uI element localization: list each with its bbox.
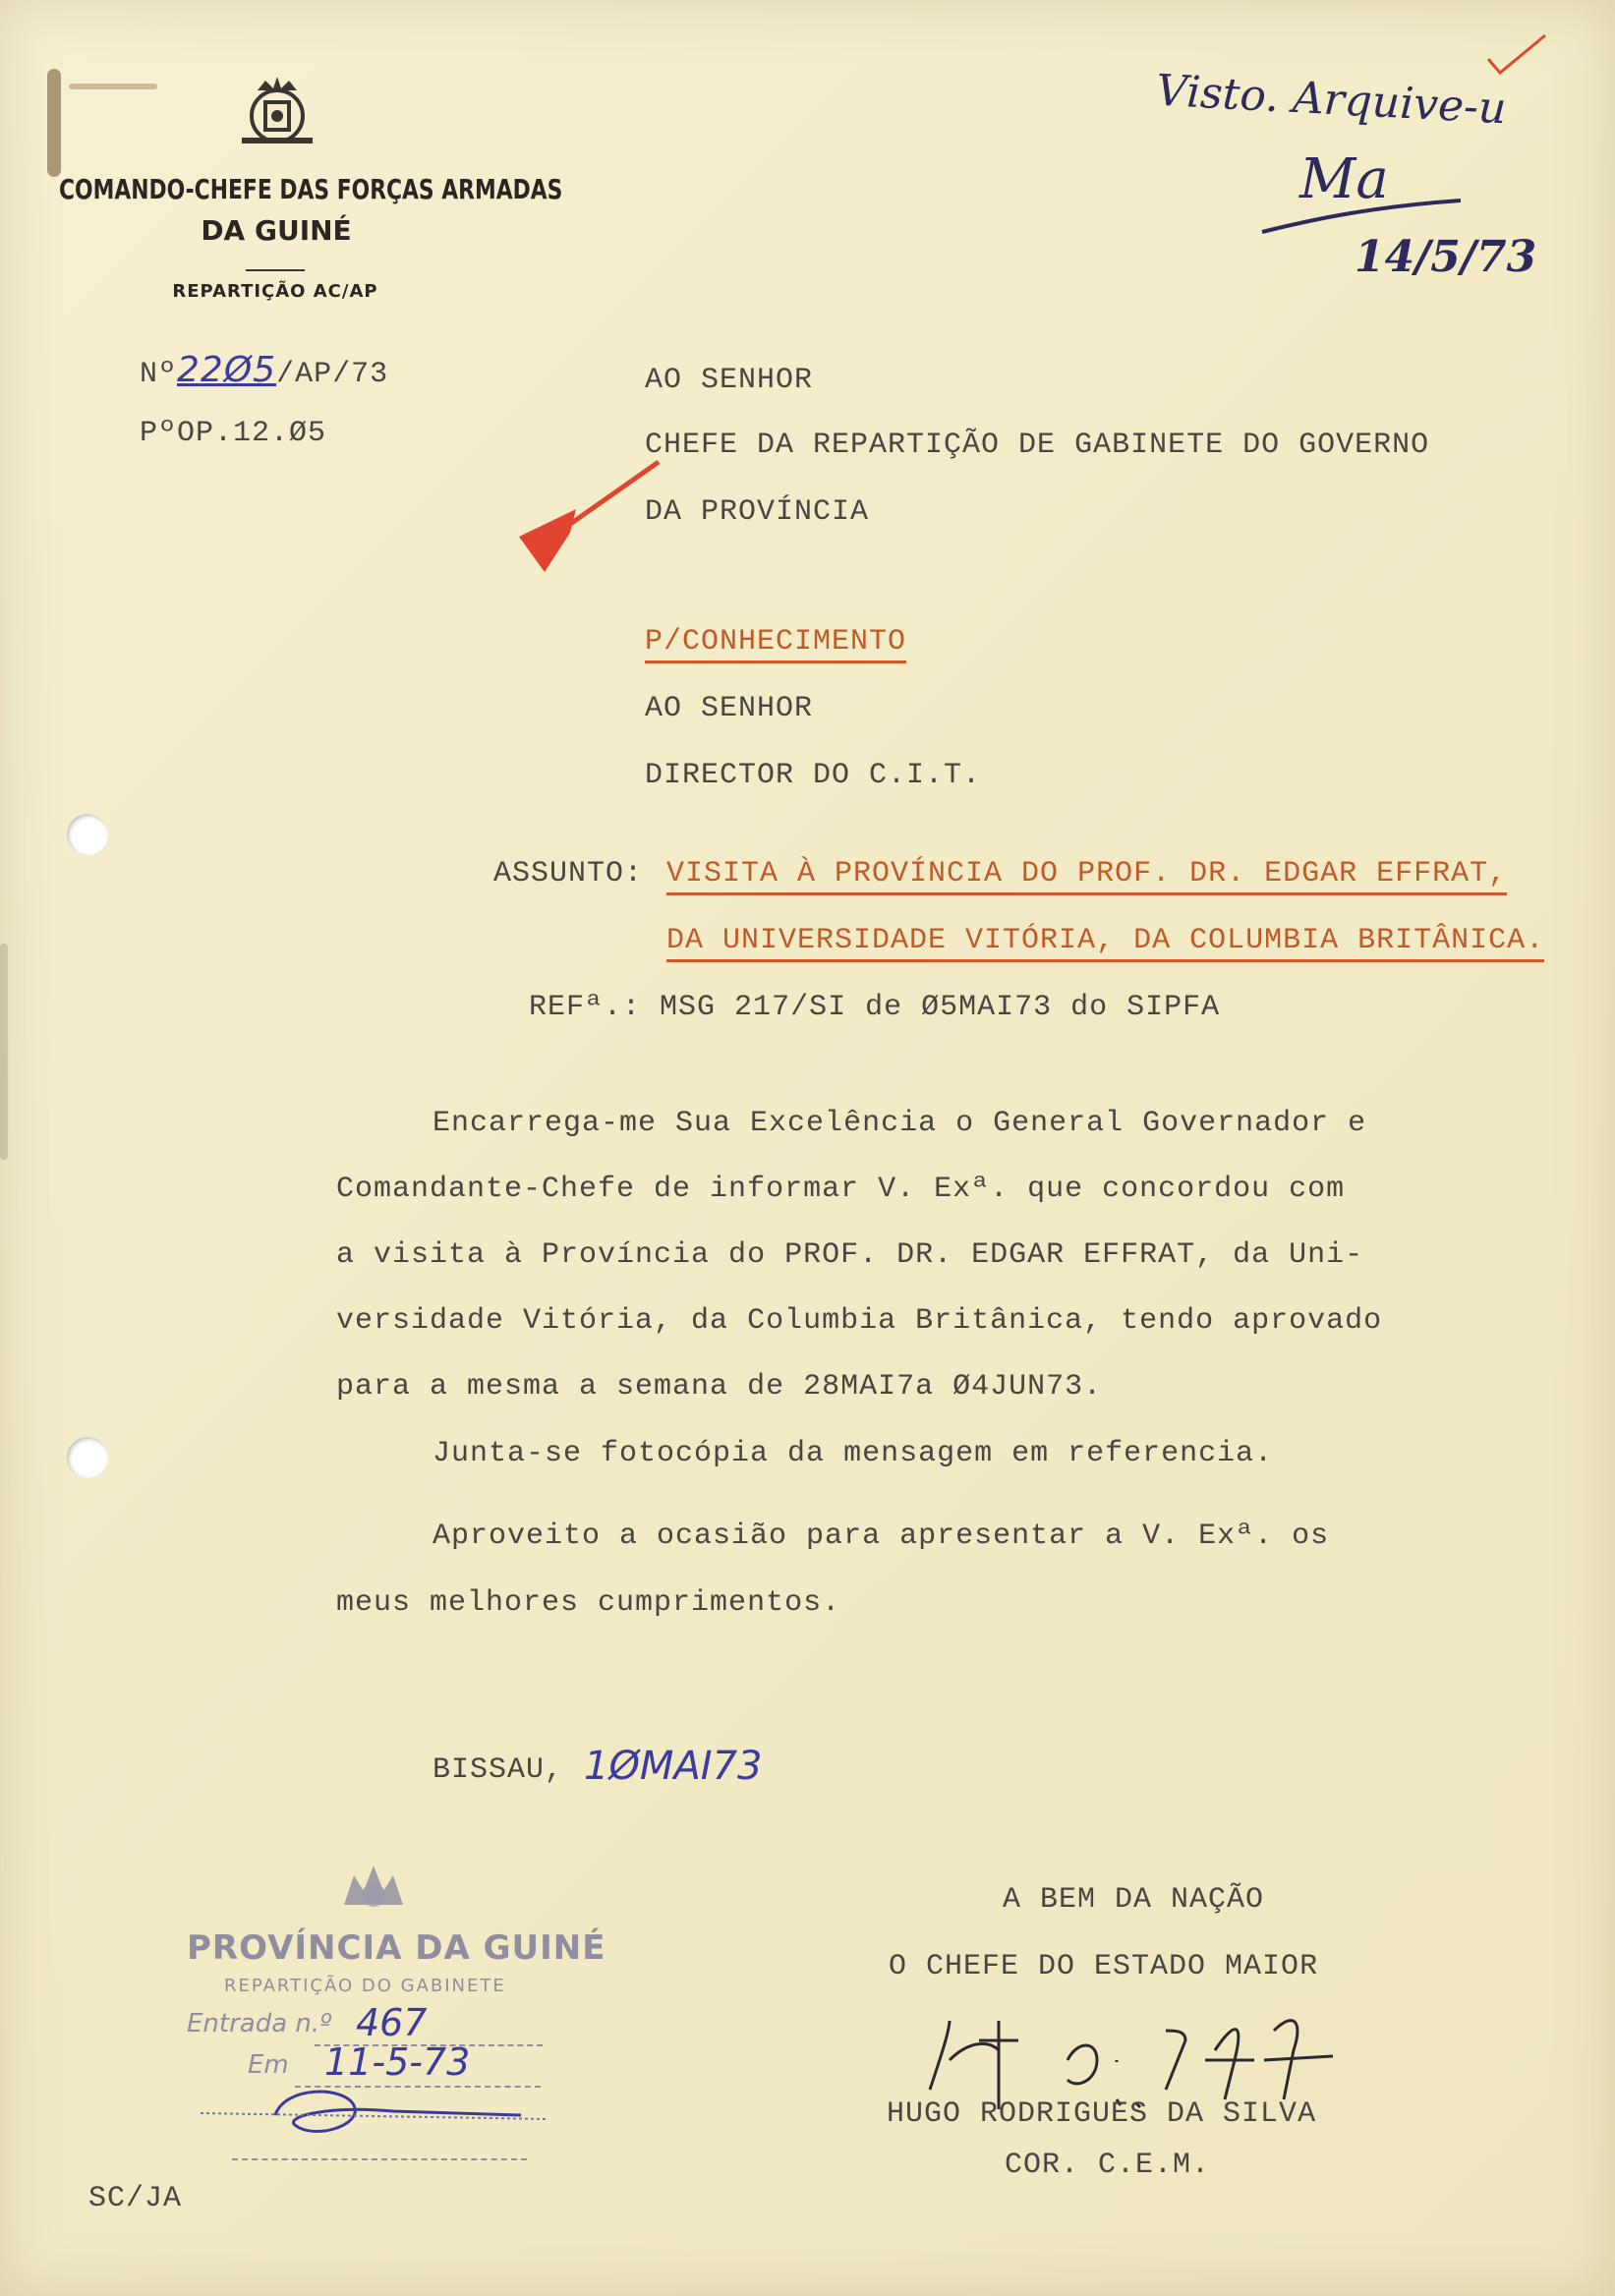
subject-line1-text: VISITA À PROVÍNCIA DO PROF. DR. EDGAR EFFRAT, (666, 857, 1507, 895)
closing-line1: A BEM DA NAÇÃO (1003, 1883, 1265, 1917)
red-arrow-icon (507, 454, 664, 582)
stamp-line1: PROVÍNCIA DA GUINÉ (187, 1928, 606, 1968)
copy-to-label (645, 625, 906, 659)
copy-to-label-text: P/CONHECIMENTO (645, 625, 906, 663)
place: BISSAU, (433, 1753, 564, 1787)
annotation-signature: Ma (1299, 147, 1389, 211)
letterhead-line1: COMANDO-CHEFE DAS FORÇAS ARMADAS (59, 173, 563, 205)
body-p3-l2: meus melhores cumprimentos. (336, 1586, 841, 1620)
stamp-entry-label: Entrada n.º (187, 2009, 332, 2038)
stain-mark (69, 84, 157, 89)
closing-line2: O CHEFE DO ESTADO MAIOR (889, 1950, 1319, 1983)
stamp-signature-scribble (197, 2076, 550, 2154)
subject-line2 (666, 924, 1544, 957)
copy-to-line2: DIRECTOR DO C.I.T. (645, 759, 982, 792)
stamp-line2: REPARTIÇÃO DO GABINETE (224, 1976, 506, 1996)
reference-number-handwritten: 22Ø5 (177, 350, 277, 390)
addressee-line1: AO SENHOR (645, 364, 814, 397)
annotation-note: Visto. Arquive-u (1154, 65, 1508, 135)
signatory-name: HUGO RODRIGUES DA SILVA (887, 2097, 1317, 2131)
body-p1-l2: Comandante-Chefe de informar V. Exª. que concordou com (336, 1173, 1346, 1206)
addressee-line3: DA PROVÍNCIA (645, 495, 870, 529)
body-p1-l4: versidade Vitória, da Columbia Britânica, tendo aprovado (336, 1304, 1383, 1338)
process-number: PºOP.12.Ø5 (140, 417, 327, 450)
stamp-emblem-icon (324, 1856, 423, 1915)
stamp-date-value: 11-5-73 (324, 2040, 471, 2084)
reference-number-prefix: Nº (140, 358, 178, 391)
body-p3-l1: Aproveito a ocasião para apresentar a V. Exª. os (433, 1520, 1330, 1553)
left-edge-shadow (0, 944, 8, 1160)
stain-mark (47, 69, 61, 177)
date-handwritten: 1ØMAI73 (584, 1744, 763, 1789)
punch-hole-bottom (67, 1437, 108, 1478)
signatory-rank: COR. C.E.M. (1005, 2149, 1211, 2182)
ref-label: REFª.: (529, 991, 642, 1024)
annotation-date: 14/5/73 (1355, 232, 1537, 282)
subject-line2-text: DA UNIVERSIDADE VITÓRIA, DA COLUMBIA BRITÂNICA. (666, 924, 1544, 962)
stamp-date-label: Em (248, 2050, 289, 2080)
reference-number (140, 350, 388, 391)
ref-text: MSG 217/SI de Ø5MAI73 do SIPFA (660, 991, 1221, 1024)
letterhead-divider (246, 269, 305, 271)
punch-hole-top (67, 814, 108, 855)
check-mark-icon (1482, 29, 1551, 79)
coat-of-arms-icon (228, 73, 326, 151)
subject-label: ASSUNTO: (493, 857, 644, 890)
ref-line (529, 991, 1220, 1024)
letterhead-department: REPARTIÇÃO AC/AP (172, 281, 378, 302)
subject-line1 (666, 857, 1507, 890)
stamp-bottom-line (232, 2158, 527, 2160)
body-p1-l5: para a mesma a semana de 28MAI7a Ø4JUN73. (336, 1370, 1103, 1404)
letterhead-line2: DA GUINÉ (201, 214, 352, 247)
body-p2: Junta-se fotocópia da mensagem em referencia. (433, 1437, 1274, 1470)
reference-number-suffix: /AP/73 (276, 358, 389, 391)
stamp-entry-number: 467 (356, 2001, 428, 2044)
copy-to-line1: AO SENHOR (645, 692, 814, 725)
addressee-line2: CHEFE DA REPARTIÇÃO DE GABINETE DO GOVERNO (645, 429, 1430, 462)
body-p1-l1: Encarrega-me Sua Excelência o General Governador e (433, 1107, 1367, 1140)
body-p1-l3: a visita à Província do PROF. DR. EDGAR EFFRAT, da Uni- (336, 1238, 1364, 1272)
typist-initials: SC/JA (88, 2182, 183, 2215)
